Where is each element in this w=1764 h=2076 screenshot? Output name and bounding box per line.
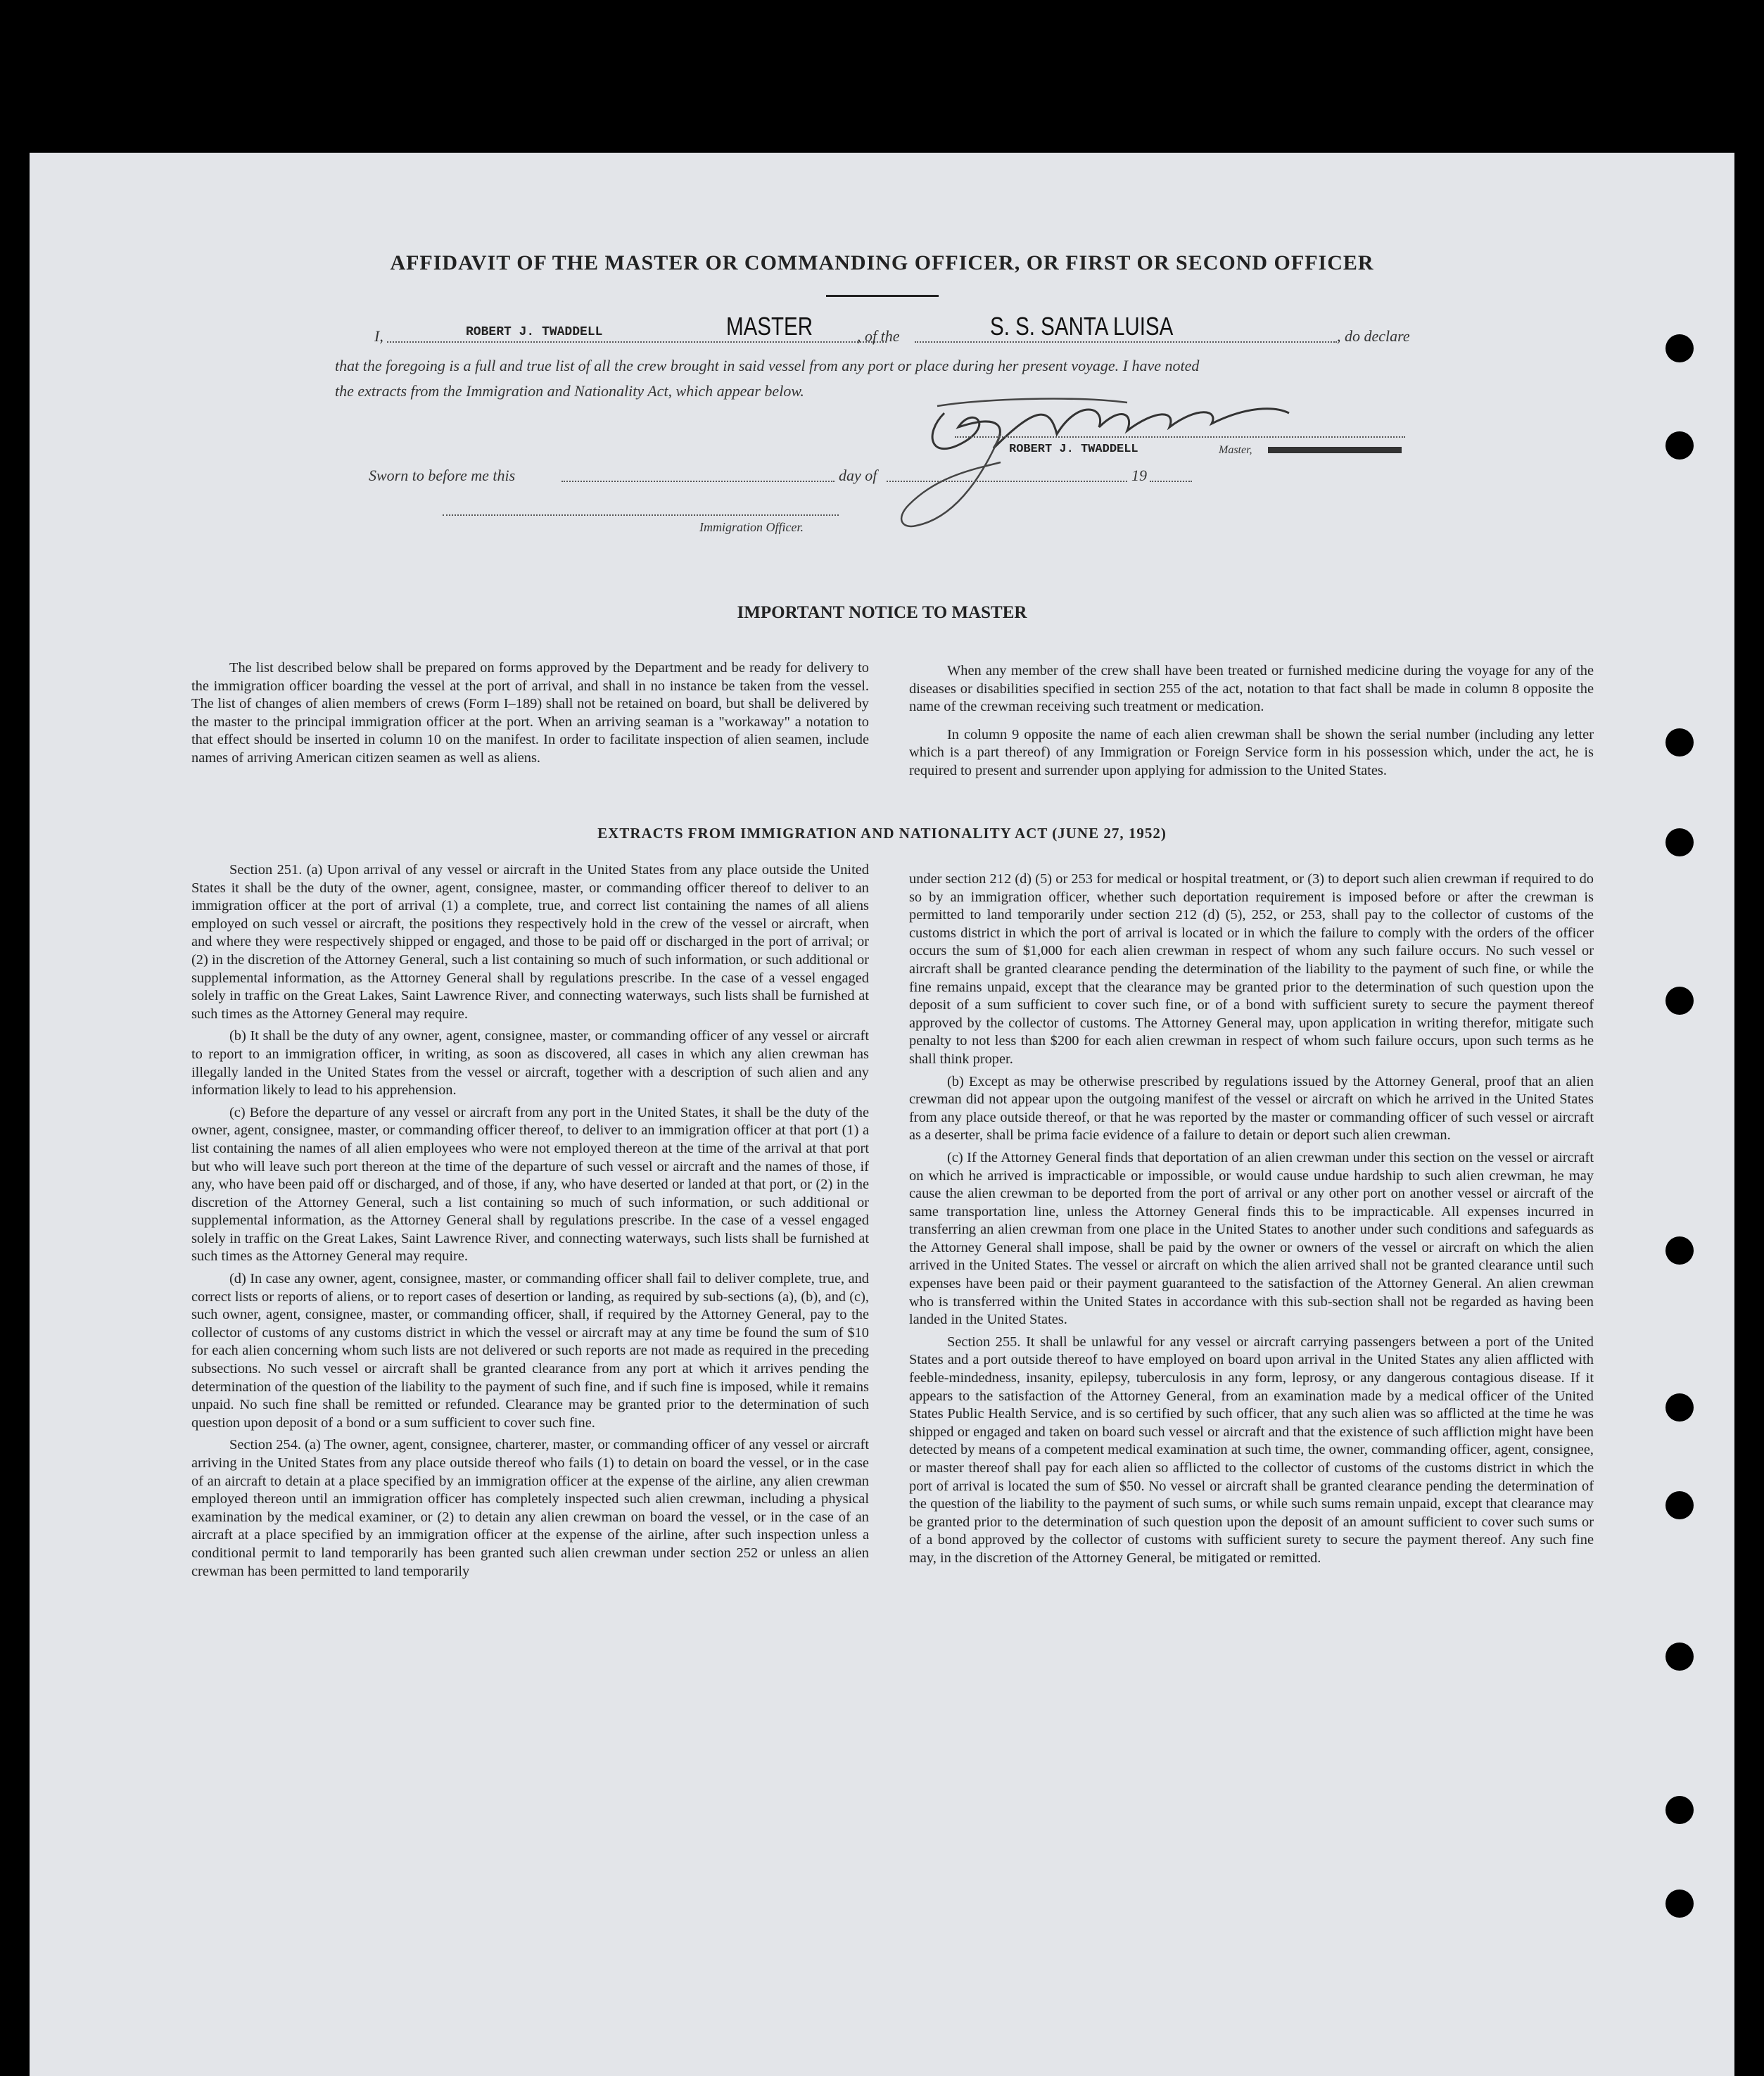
day-of-label: day of bbox=[839, 467, 877, 484]
affidavit-title: AFFIDAVIT OF THE MASTER OR COMMANDING OFFICER, OR FIRST OR SECOND OFFICER bbox=[390, 251, 1374, 274]
section-255: Section 255. It shall be unlawful for any vessel or aircraft carrying passengers between a port of the United States and a port outside thereof to have employed on board upon arrival in the United States any alien afflicted with feeble-mindedness, insanity, epilepsy, tuberculosis in any form, leprosy, or any dangerous contagious disease. If it appears to the satisfaction of the Attorney General, from an examination made by a medical officer of the United States Public Health Service, and is so certified by such officer, that any such alien was so afflicted at the time he was shipped or engaged and taken on board such vessel or aircraft and that the existence of such affliction might have been detected by means of a competent medical examination at such time, the owner, commanding officer, agent, consignee, or master thereof shall pay for each alien so afflicted to the collector of customs of the customs district in which the port of arrival is located the sum of $50. No vessel or aircraft shall be granted clearance pending the determination of the question of the liability to the payment of such sums, or while such sums remain unpaid, except that clearance may be granted prior to the determination of such question upon the deposit of an amount sufficient to cover such sums or of a bond approved by the collector of customs with sufficient surety to secure the payment thereof. Any such fine may, in the discretion of the Attorney General, be mitigated or remitted. bbox=[909, 1334, 1594, 1566]
title-rule bbox=[826, 295, 939, 297]
document-page bbox=[30, 153, 1734, 2076]
extracts-left-column bbox=[191, 861, 869, 1581]
sworn-year-blank bbox=[1150, 481, 1192, 482]
punch-hole-7 bbox=[1665, 1393, 1694, 1422]
vessel-stamp: S. S. SANTA LUISA bbox=[990, 312, 1174, 341]
notice-left-paragraph: The list described below shall be prepared on forms approved by the Department and be ready for delivery to the immigration officer boarding the vessel at the port of arrival, and shall in no instance be taken from the vessel. The list of changes of alien members of crews (Form I–189) shall not be retained on board, but shall be delivered by the master to the principal immigration officer at the port. When an arriving seaman is a "workaway" a notation to that effect should be inserted in column 10 on the manifest. In order to facilitate inspection of alien seamen, include names of arriving American citizen seamen as well as aliens. bbox=[191, 660, 869, 766]
section-251-a: Section 251. (a) Upon arrival of any vessel or aircraft in the United States from any place outside the United States it shall be the duty of the owner, agent, consignee, master, or commanding officer thereof to deliver to an immigration officer at the port of arrival (1) a complete, true, and correct list containing the names of all aliens employed on such vessel or aircraft, the positions they respectively hold in the crew of the vessel or aircraft, when and where they were respectively shipped or engaged, and those to be paid off or discharged in the port of arrival; or (2) in the discretion of the Attorney General, such a list containing so much of such information, or such additional or supplemental information, as the Attorney General shall by regulations prescribe. In the case of a vessel engaged solely in traffic on the Great Lakes, Saint Lawrence River, and connecting waterways, such lists shall be furnished at such times as the Attorney General may require. bbox=[191, 862, 869, 1022]
officer-name: ROBERT J. TWADDELL bbox=[466, 325, 603, 339]
typed-signatory-name: ROBERT J. TWADDELL bbox=[1009, 443, 1138, 456]
section-251-c: (c) Before the departure of any vessel or aircraft from any port in the United States, it shall be the duty of the owner, agent, consignee, master, or commanding officer thereof, to deliver to an immigration officer at that port (1) a list containing the names of all alien employees who were not employed thereon at the time of the arrival at that port but who will leave such port thereon at the time of the departure of such vessel or aircraft and the names of those, if any, who have been paid off or discharged, and of those, if any, who have deserted or landed at that port, or (2) in the discretion of the Attorney General, such a list containing so much of such information, or such additional or supplemental information, as the Attorney General shall by regulations prescribe. In the case of a vessel engaged solely in traffic on the Great Lakes, Saint Lawrence River, and connecting waterways, such lists shall be furnished at such times as the Attorney General may require. bbox=[191, 1104, 869, 1265]
sworn-month-blank bbox=[887, 481, 1127, 482]
notice-right-column bbox=[909, 662, 1594, 780]
notice-right-paragraph-2: In column 9 opposite the name of each alien crewman shall be shown the serial number (including any letter which is a part thereof) of any Immigration or Foreign Service form in his possession which, under the act, he is required to present and surrender upon applying for admission to the United States. bbox=[909, 726, 1594, 778]
section-251-b: (b) It shall be the duty of any owner, agent, consignee, master, or commanding officer of any vessel or aircraft to report to an immigration officer, in writing, as soon as discovered, all cases in which any alien crewman has illegally landed in the United States from the vessel or aircraft, together with a description of such alien and any information likely to lead to his apprehension. bbox=[191, 1028, 869, 1099]
notice-right-paragraph-1: When any member of the crew shall have been treated or furnished medicine during the voyage for any of the diseases or disabilities specified in section 255 of the act, notation to that fact shall be made in column 8 opposite the name of the crewman receiving such treatment or medication. bbox=[909, 663, 1594, 715]
signature-line bbox=[955, 436, 1405, 438]
punch-hole-3 bbox=[1665, 728, 1694, 757]
handwritten-signature bbox=[895, 385, 1388, 547]
name-rank-blank bbox=[387, 341, 887, 343]
notice-left-column bbox=[191, 659, 869, 768]
punch-hole-2 bbox=[1665, 431, 1694, 460]
punch-hole-10 bbox=[1665, 1796, 1694, 1824]
sworn-label: Sworn to before me this bbox=[369, 467, 516, 484]
punch-hole-8 bbox=[1665, 1491, 1694, 1519]
signatory-title: Master, bbox=[1219, 444, 1252, 456]
of-the-label: , of the bbox=[857, 327, 900, 345]
declaration-prefix: I, bbox=[374, 327, 383, 345]
immigration-officer-label: Immigration Officer. bbox=[699, 520, 804, 534]
punch-hole-1 bbox=[1665, 334, 1694, 362]
section-254-b: (b) Except as may be otherwise prescribed by regulations issued by the Attorney General, proof that an alien crewman did not appear upon the outgoing manifest of the vessel or aircraft on which he arrived in the United States from any place outside thereof, or that he was reported by the master or commanding officer of such vessel or aircraft as a deserter, shall be prima facie evidence of a failure to detain or deport such alien crewman. bbox=[909, 1073, 1594, 1144]
extracts-heading: EXTRACTS FROM IMMIGRATION AND NATIONALITY ACT (JUNE 27, 1952) bbox=[597, 825, 1167, 842]
sworn-year-prefix: 19 bbox=[1131, 467, 1147, 484]
punch-hole-5 bbox=[1665, 987, 1694, 1015]
punch-hole-9 bbox=[1665, 1643, 1694, 1671]
section-251-d: (d) In case any owner, agent, consignee, master, or commanding officer shall fail to deliver complete, true, and correct lists or reports of aliens, or to report cases of desertion or landing, as required by sub-sections (a), (b), and (c), such owner, agent, consignee, master, or commanding officer, shall, if required by the Attorney General, pay to the collector of customs of any customs district in which the vessel or aircraft may at any time be found the sum of $10 for each alien concerning whom such lists are not delivered or such reports are not made as required in the preceding subsections. No such vessel or aircraft shall be granted clearance from any port at which it arrives pending the determination of the question of the liability to the payment of such fine, and if such fine is imposed, while it remains unpaid. No such fine shall be remitted or refunded. Clearance may be granted prior to the determination of such question upon deposit of a bond or a sum sufficient to cover such fine. bbox=[191, 1271, 869, 1431]
section-254-c: (c) If the Attorney General finds that deportation of an alien crewman under this section on the vessel or aircraft on which he arrived is impracticable or impossible, or would cause undue hardship to such alien crewman, he may cause the alien crewman to be deported from the port of arrival or any other port on another vessel or aircraft of the same transportation line, unless the Attorney General finds this to be impracticable. All expenses incurred in transferring an alien crewman from one place in the United States to another under such conditions and safeguards as the Attorney General shall impose, shall be paid by the owner or owners of the vessel or aircraft on which the alien arrived in the United States. The vessel or aircraft on which the alien arrived shall not be granted clearance until such expenses have been paid or their payment guaranteed to the satisfaction of the Attorney General. An alien crewman who is transferred within the United States in accordance with this sub-section shall not be regarded as having been landed in the United States. bbox=[909, 1149, 1594, 1328]
declaration-line-3: the extracts from the Immigration and Nationality Act, which appear below. bbox=[335, 382, 804, 400]
immigration-officer-line bbox=[443, 514, 839, 516]
declaration-line-2: that the foregoing is a full and true list of all the crew brought in said vessel from any port or place during her present voyage. I have noted bbox=[335, 357, 1200, 374]
rank-stamp: MASTER bbox=[726, 312, 813, 341]
extracts-right-column bbox=[909, 871, 1594, 1568]
struck-out-title bbox=[1268, 447, 1402, 453]
sworn-day-blank bbox=[561, 481, 835, 482]
vessel-blank bbox=[915, 341, 1337, 343]
notice-heading: IMPORTANT NOTICE TO MASTER bbox=[737, 603, 1027, 622]
section-254-a: Section 254. (a) The owner, agent, consignee, charterer, master, or commanding officer of any vessel or aircraft arriving in the United States from any place outside thereof who fails (1) to detain on board the vessel, or in the case of an aircraft to detain at a place specified by an immigration officer at the expense of the airline, any alien crewman employed thereon until an immigration officer has completely inspected such alien crewman, including a physical examination by the medical examiner, or (2) to detain any alien crewman on board the vessel, or in the case of an aircraft at a place specified by an immigration officer at the expense of the airline, after such inspection unless a conditional permit to land temporarily has been granted such alien crewman under section 252 or unless an alien crewman has been permitted to land temporarily bbox=[191, 1437, 869, 1579]
do-declare-label: , do declare bbox=[1337, 327, 1410, 345]
section-254-a-continued: under section 212 (d) (5) or 253 for medical or hospital treatment, or (3) to deport such alien crewman if required to do so by an immigration officer, whether such deportation requirement is imposed before or after the crewman is permitted to land temporarily under section 212 (d) (5), 252, or 253, shall pay to the collector of customs of the customs district in which the port of arrival is located or in which the failure to comply with the orders of the officer occurs the sum of $1,000 for each alien crewman in respect of whom any such failure occurs. No such vessel or aircraft shall be granted clearance pending the determination of the liability to the payment of such fine, or while the fine remains unpaid, except that the clearance may be granted prior to the determination of such question upon the deposit of a sum sufficient to cover such fine, or of a bond with sufficient surety to secure the payment thereof approved by the collector of customs. The Attorney General may, upon application in writing therefor, mitigate such penalty to not less than $200 for each alien crewman in respect of whom such failure occurs, upon such terms as he shall think proper. bbox=[909, 871, 1594, 1067]
punch-hole-6 bbox=[1665, 1236, 1694, 1265]
punch-hole-11 bbox=[1665, 1890, 1694, 1918]
